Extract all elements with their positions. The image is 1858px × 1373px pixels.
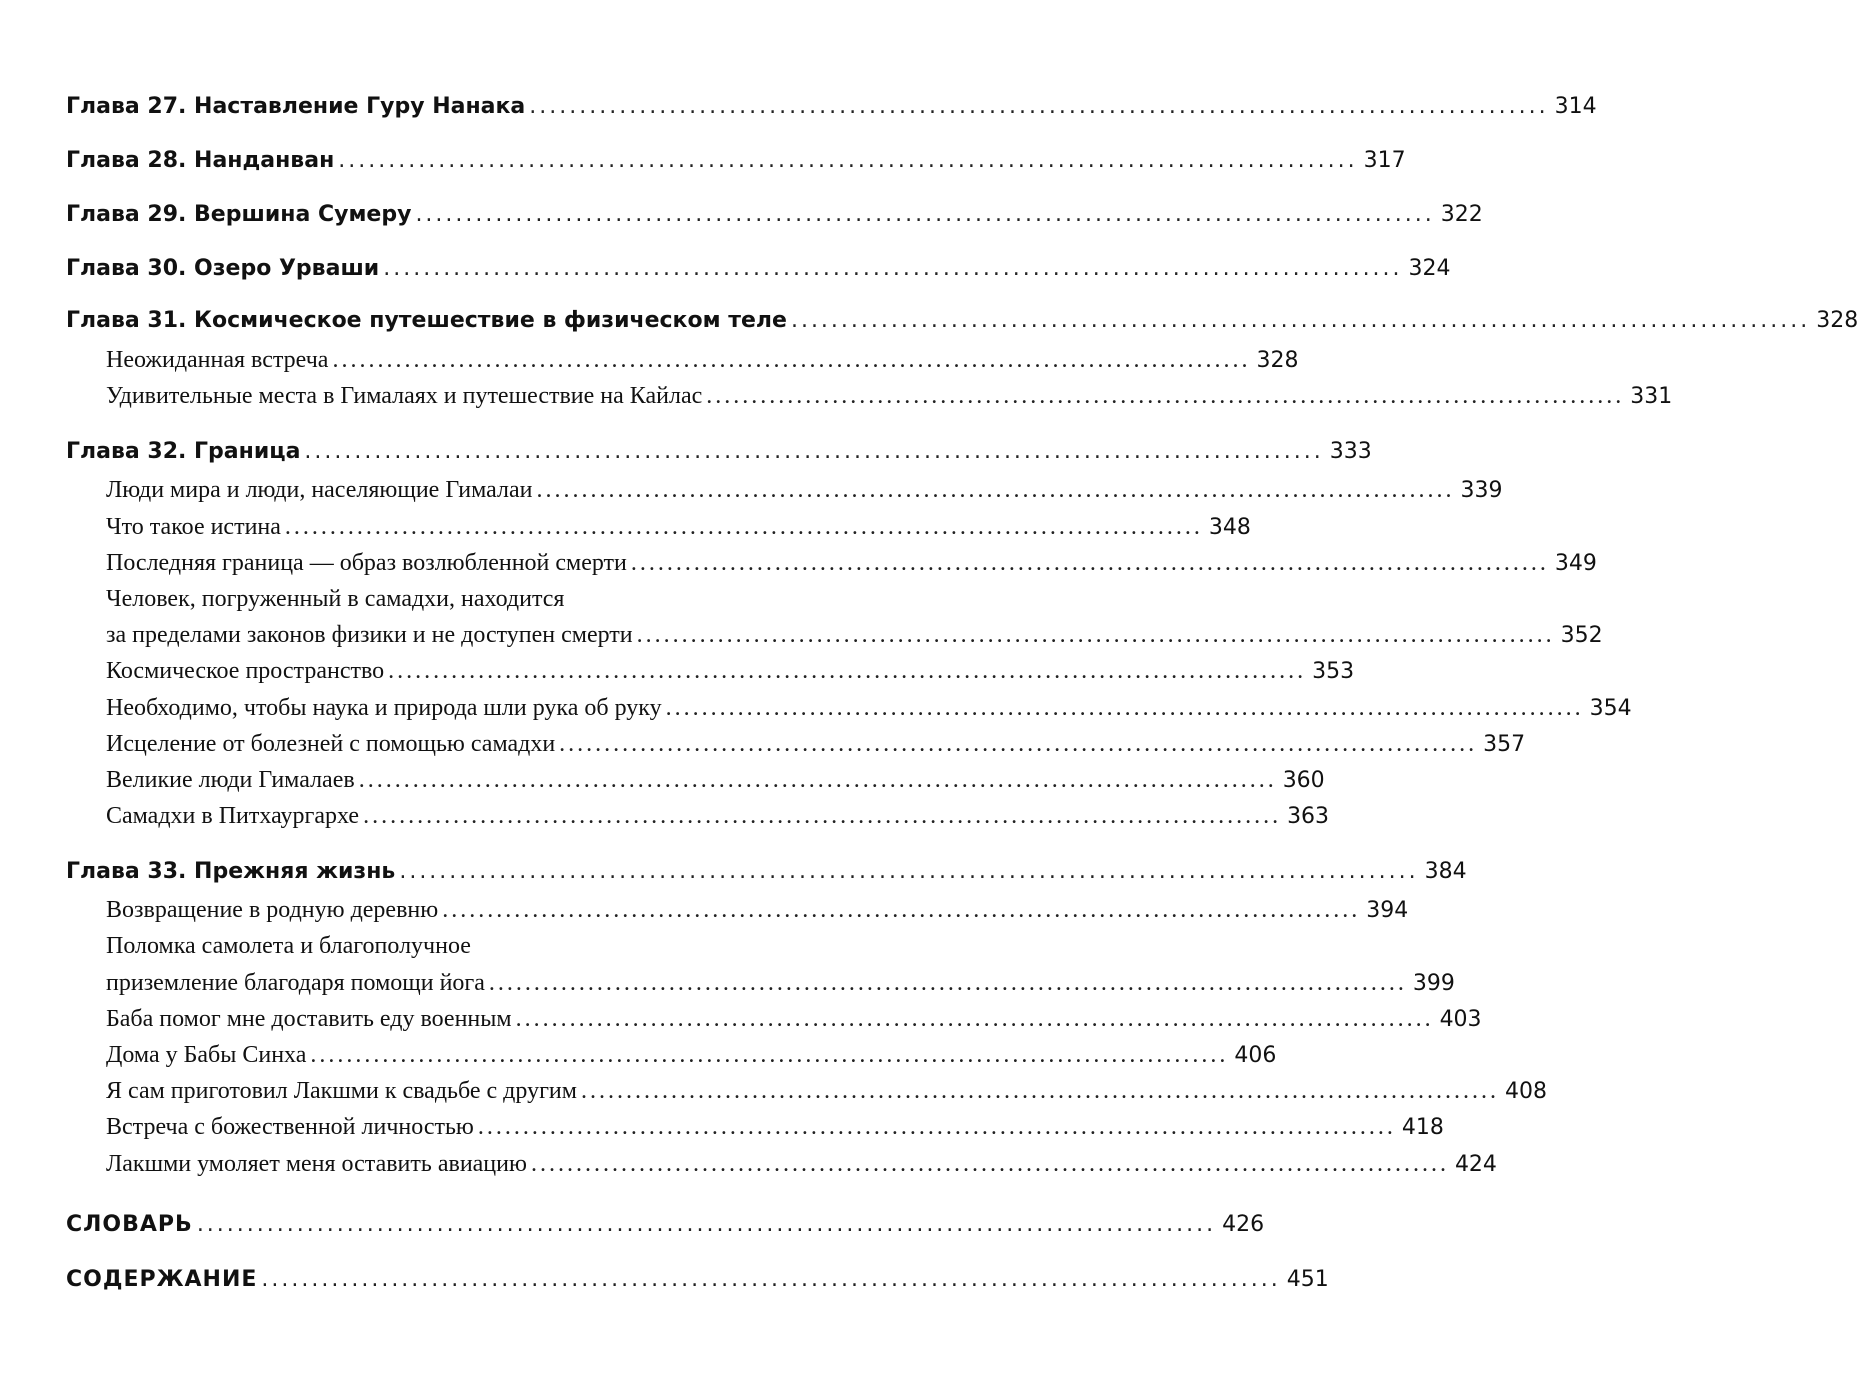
toc-chapter-27[interactable] (66, 80, 1597, 134)
page-number: 322 (1440, 202, 1483, 227)
leader-dots: ...................................................................................................... (580, 1078, 1499, 1105)
toc-section[interactable] (66, 798, 1330, 834)
section-title: Дома у Бабы Синха (106, 1042, 307, 1068)
toc-section-line1[interactable]: Человек, погруженный в самадхи, находится (106, 585, 565, 612)
leader-dots: ...................................................................................................... (515, 1005, 1434, 1032)
toc-chapter-32[interactable] (66, 432, 1372, 472)
toc-section[interactable] (66, 342, 1299, 378)
toc-chapter-33[interactable] (66, 852, 1467, 892)
leader-dots: ...................................................................................................... (559, 730, 1478, 757)
toc-section[interactable] (66, 545, 1597, 581)
leader-dots: ...................................................................................................... (630, 549, 1549, 576)
toc-glossary[interactable] (66, 1200, 1265, 1250)
section-title: Удивительные места в Гималаях и путешествие на Кайлас (106, 383, 703, 410)
leader-dots: ...................................................................................................... (536, 477, 1455, 504)
leader-dots: ...................................................................................................... (388, 658, 1307, 685)
leader-dots: ...................................................................................................... (310, 1042, 1229, 1068)
leader-dots: ...................................................................................................... (399, 859, 1419, 885)
section-title: Необходимо, чтобы наука и природа шли рука об руку (106, 694, 662, 721)
page-number: 339 (1460, 478, 1503, 504)
leader-dots: ...................................................................................................... (358, 766, 1277, 793)
page-number: 333 (1329, 439, 1372, 465)
page-number: 424 (1454, 1151, 1497, 1177)
toc-section-line1[interactable]: Поломка самолета и благополучное (106, 933, 471, 960)
toc-section[interactable] (66, 378, 1673, 414)
chapter-title: Глава 33. Прежняя жизнь (66, 859, 396, 885)
toc-contents[interactable] (66, 1250, 1329, 1310)
leader-dots: ...................................................................................................... (706, 383, 1625, 410)
leader-dots: ...................................................................................................... (196, 1211, 1217, 1237)
toc-section[interactable] (66, 1001, 1482, 1037)
leader-dots: ...................................................................................................... (442, 897, 1361, 924)
page-number: 399 (1412, 970, 1455, 996)
section-title: приземление благодаря помощи йога (106, 969, 485, 996)
section-title: Баба помог мне доставить еду военным (106, 1005, 512, 1032)
leader-dots: ...................................................................................................... (529, 94, 1549, 119)
page-number: 349 (1554, 550, 1597, 576)
table-of-contents (66, 80, 1858, 1310)
chapter-title: Глава 32. Граница (66, 439, 301, 465)
page-number: 348 (1208, 514, 1251, 540)
page-number: 331 (1630, 384, 1673, 410)
section-title: Что такое истина (106, 513, 281, 540)
section-title: Лакшми умоляет меня оставить авиацию (106, 1150, 527, 1177)
leader-dots: ...................................................................................................... (636, 622, 1555, 649)
leader-dots: ...................................................................................................... (530, 1150, 1449, 1177)
page-number: 353 (1312, 659, 1355, 685)
leader-dots: ...................................................................................................... (261, 1266, 1281, 1292)
leader-dots: ...................................................................................................... (284, 513, 1203, 540)
section-title: Космическое пространство (106, 658, 385, 685)
page-number: 418 (1401, 1115, 1444, 1141)
section-title: Возвращение в родную деревню (106, 897, 439, 924)
page-number: 451 (1286, 1266, 1329, 1292)
section-title: Люди мира и люди, населяющие Гималаи (106, 477, 533, 504)
page-number: 403 (1439, 1006, 1482, 1032)
leader-dots: ...................................................................................................... (338, 148, 1358, 173)
page-number: 354 (1589, 695, 1632, 721)
page-number: 394 (1366, 898, 1409, 924)
section-title: Неожиданная встреча (106, 347, 329, 373)
toc-section[interactable] (66, 690, 1632, 726)
toc-chapter-29[interactable] (66, 188, 1483, 242)
page-number: 328 (1256, 348, 1299, 373)
page-number: 426 (1222, 1211, 1265, 1237)
contents-title: СОДЕРЖАНИЕ (66, 1266, 258, 1292)
chapter-title: Глава 31. Космическое путешествие в физическом теле (66, 308, 787, 333)
toc-chapter-31[interactable] (66, 300, 1858, 342)
toc-section[interactable] (66, 1073, 1547, 1109)
toc-section[interactable] (66, 1146, 1497, 1182)
page-number: 360 (1282, 767, 1325, 793)
leader-dots: ...................................................................................................... (383, 256, 1403, 281)
toc-section[interactable] (66, 762, 1325, 798)
section-title: Встреча с божественной личностью (106, 1114, 474, 1141)
toc-section[interactable] (66, 617, 1603, 653)
section-title: Великие люди Гималаев (106, 766, 355, 793)
leader-dots: ...................................................................................................... (332, 347, 1251, 373)
section-title: Последняя граница — образ возлюбленной смерти (106, 549, 627, 576)
chapter-title: Глава 30. Озеро Урваши (66, 256, 380, 281)
leader-dots: ...................................................................................................... (304, 439, 1324, 465)
toc-section[interactable] (66, 653, 1355, 689)
chapter-title: Глава 28. Нанданван (66, 148, 335, 173)
page-number: 352 (1560, 623, 1603, 649)
section-title: Самадхи в Питхаургархе (106, 803, 360, 830)
page-number: 328 (1816, 308, 1858, 333)
toc-section[interactable] (66, 965, 1455, 1001)
toc-chapter-28[interactable] (66, 134, 1406, 188)
page-number: 317 (1363, 148, 1406, 173)
page-number: 363 (1287, 804, 1330, 830)
leader-dots: ...................................................................................................... (477, 1114, 1396, 1141)
leader-dots: ...................................................................................................... (790, 308, 1811, 333)
leader-dots: ...................................................................................................... (415, 202, 1435, 227)
toc-section[interactable] (66, 1109, 1444, 1145)
toc-chapter-30[interactable] (66, 242, 1451, 296)
leader-dots: ...................................................................................................... (363, 803, 1282, 830)
toc-section[interactable] (66, 509, 1251, 545)
toc-section[interactable] (66, 726, 1526, 762)
toc-section[interactable] (66, 1037, 1277, 1073)
section-title: Я сам приготовил Лакшми к свадьбе с другим (106, 1078, 577, 1105)
page-number: 384 (1424, 859, 1467, 885)
chapter-title: Глава 27. Наставление Гуру Нанака (66, 94, 526, 119)
section-title: за пределами законов физики и не доступен смерти (106, 622, 633, 649)
page-number: 357 (1483, 731, 1526, 757)
page-number: 324 (1408, 256, 1451, 281)
chapter-title: Глава 29. Вершина Сумеру (66, 202, 412, 227)
toc-section[interactable] (66, 892, 1409, 928)
page-number: 408 (1504, 1079, 1547, 1105)
leader-dots: ...................................................................................................... (665, 694, 1584, 721)
glossary-title: СЛОВАРЬ (66, 1211, 193, 1237)
toc-section[interactable] (66, 472, 1503, 508)
page-number: 406 (1234, 1043, 1277, 1068)
section-title: Исцеление от болезней с помощью самадхи (106, 730, 556, 757)
leader-dots: ...................................................................................................... (488, 969, 1407, 996)
page-number: 314 (1554, 94, 1597, 119)
